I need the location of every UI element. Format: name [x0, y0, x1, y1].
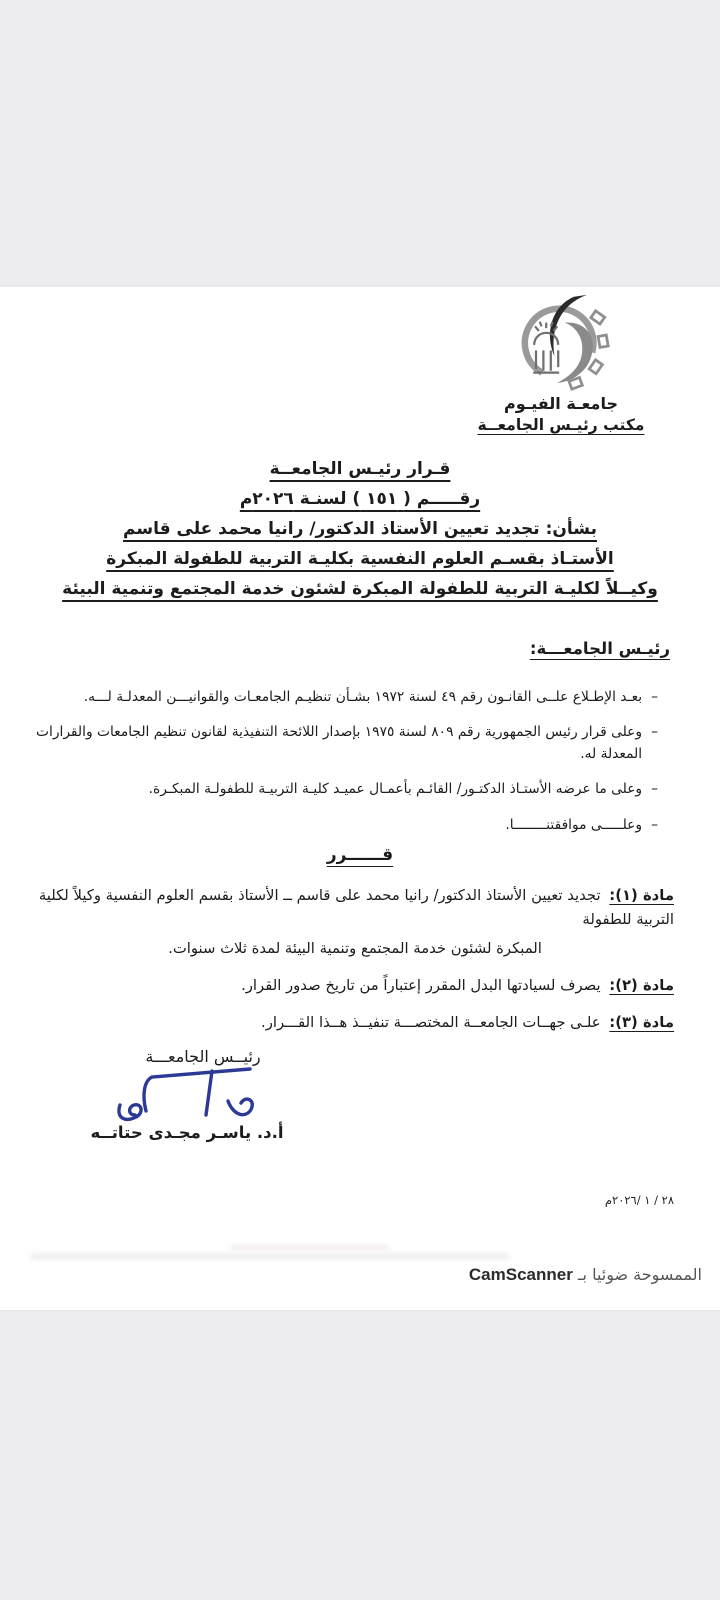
article-1 [36, 884, 674, 961]
signatory-title: رئيــس الجامعـــة [145, 1047, 261, 1066]
scan-smudge [230, 1245, 390, 1250]
preamble-item [28, 779, 658, 800]
decree-title-block [40, 459, 680, 609]
camscanner-watermark [469, 1265, 702, 1285]
decree-date: ٢٨ / ١ /٢٠٢٦م [604, 1193, 674, 1207]
decree-number-suffix: ) لسنـة ٢٠٢٦م [239, 489, 361, 509]
document-page [0, 287, 720, 1310]
scan-smudge [30, 1253, 510, 1260]
office-name: مكتب رئيـس الجامعــة [477, 416, 645, 434]
articles-list [36, 884, 674, 1047]
article-3-label: مادة (٣): [609, 1013, 674, 1031]
preamble-item [28, 722, 658, 765]
article-2-label: مادة (٢): [609, 977, 674, 995]
dash-bullet-icon: – [651, 724, 658, 741]
article-2-text: يصرف لسيادتها البدل المقرر إعتباراً من تاريخ صدور القرار. [241, 977, 601, 995]
decree-number: ١٥١ [366, 489, 398, 509]
university-name: جامعـة الفيـوم [504, 394, 618, 413]
handwritten-signature [108, 1065, 273, 1127]
dash-bullet-icon: – [651, 816, 658, 833]
decree-heading: قـرار رئيـس الجامعــة [269, 459, 451, 479]
article-1-continuation: المبكرة لشئون خدمة المجتمع وتنمية البيئة لمدة ثلاث سنوات. [168, 940, 542, 958]
scan-note-arabic: الممسوحة ضوئيا بـ [577, 1265, 702, 1284]
dash-bullet-icon: – [651, 689, 658, 705]
decree-subject-line2: الأستـاذ بقسـم العلوم النفسية بكليـة التربية للطفولة المبكرة [106, 549, 614, 569]
article-2 [36, 974, 674, 998]
article-3-text: علـى جهــات الجامعــة المختصـــة تنفيــذ هــذا القـــرار. [261, 1013, 601, 1031]
article-1-text: تجديد تعيين الأستاذ الدكتور/ رانيا محمد على قاسم ــ الأستاذ بقسم العلوم النفسية وكيلاً لكلية التربية للطفولة [38, 887, 674, 928]
decree-number-prefix: رقـــــم ( [403, 489, 481, 509]
preamble-item-text: وعلى ما عرضه الأستـاذ الدكتـور/ القائـم بأعمـال عميـد كليـة التربيـة للطفولـة المبكـرة. [148, 781, 643, 798]
signatory-name: أ.د. ياسـر مجـدى حتاتــه [90, 1123, 284, 1142]
decree-subject-line3: وكيــلاً لكليـة التربية للطفولة المبكرة لشئون خدمة المجتمع وتنمية البيئة [62, 579, 658, 599]
decree-number-line [40, 489, 680, 509]
resolution-heading: قــــــرر [326, 845, 394, 865]
letterhead [446, 293, 676, 434]
decree-subject-line1: بشأن: تجديد تعيين الأستاذ الدكتور/ رانيا محمد على قاسم [123, 519, 597, 539]
preamble-item-text: وعلـــــى موافقتنــــــــا. [505, 816, 643, 833]
preamble-item [28, 815, 658, 836]
article-1-label: مادة (١): [609, 887, 674, 904]
preamble-item [28, 687, 658, 708]
camscanner-brand: CamScanner [468, 1265, 573, 1284]
preamble-list [28, 687, 658, 850]
article-3 [36, 1011, 674, 1035]
preamble-item-text: وعلى قرار رئيس الجمهورية رقم ٨٠٩ لسنة ١٩٧٥ بإصدار اللائحة التنفيذية لقانون تنظيم الجامعات والقرارات المعدلة له. [36, 724, 643, 762]
preamble-item-text: بعـد الإطـلاع علــى القانـون رقم ٤٩ لسنة ١٩٧٢ بشـأن تنظيـم الجامعـات والقوانيـــن المعدلـة لـــه. [83, 689, 643, 705]
fayoum-university-logo-icon [505, 293, 617, 393]
dash-bullet-icon: – [651, 781, 658, 798]
preamble-heading: رئيـس الجامعـــة: [529, 639, 670, 658]
